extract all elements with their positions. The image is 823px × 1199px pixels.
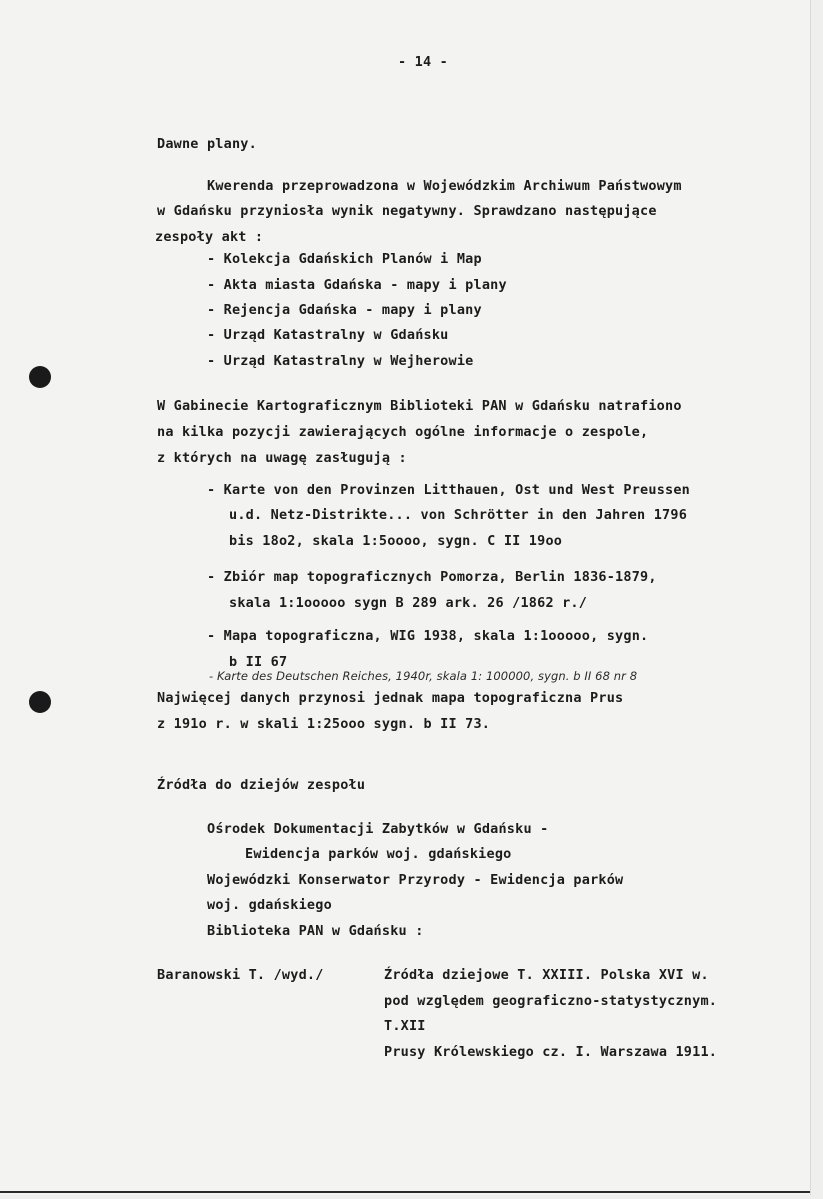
- list-item-continuation: skala 1:1ooooo sygn B 289 ark. 26 /1862 r./: [229, 595, 588, 611]
- bibliography-author: Baranowski T. /wyd./: [157, 967, 324, 983]
- page-bottom-edge: [0, 1191, 810, 1193]
- bibliography-line: pod względem geograficzno-statystycznym.: [384, 993, 718, 1009]
- heading-old-plans: Dawne plany.: [157, 136, 257, 152]
- paragraph-line: na kilka pozycji zawierających ogólne informacje o zespole,: [157, 424, 649, 440]
- list-item-continuation: bis 18o2, skala 1:5oooo, sygn. C II 19oo: [229, 533, 563, 549]
- source-line: Ewidencja parków woj. gdańskiego: [245, 846, 512, 862]
- handwritten-note: - Karte des Deutschen Reiches, 1940r, skala 1: 100000, sygn. b II 68 nr 8: [209, 669, 638, 683]
- list-item: - Urząd Katastralny w Wejherowie: [207, 353, 474, 369]
- paragraph-line: Kwerenda przeprowadzona w Wojewódzkim Archiwum Państwowym: [207, 178, 682, 194]
- bibliography-line: Źródła dziejowe T. XXIII. Polska XVI w.: [384, 967, 709, 983]
- list-item: - Urząd Katastralny w Gdańsku: [207, 327, 449, 343]
- source-line: woj. gdańskiego: [207, 897, 332, 913]
- source-line: Biblioteka PAN w Gdańsku :: [207, 923, 424, 939]
- paragraph-line: Najwięcej danych przynosi jednak mapa topograficzna Prus: [157, 690, 624, 706]
- list-item-continuation: b II 67: [229, 654, 288, 670]
- paragraph-line: W Gabinecie Kartograficznym Biblioteki PAN w Gdańsku natrafiono: [157, 398, 682, 414]
- paragraph-line: z których na uwagę zasługują :: [157, 450, 407, 466]
- list-item: - Akta miasta Gdańska - mapy i plany: [207, 277, 507, 293]
- list-item: - Zbiór map topograficznych Pomorza, Berlin 1836-1879,: [207, 569, 657, 585]
- page-number: - 14 -: [398, 54, 448, 70]
- list-item: - Kolekcja Gdańskich Planów i Map: [207, 251, 482, 267]
- source-line: Ośrodek Dokumentacji Zabytków w Gdańsku -: [207, 821, 549, 837]
- heading-sources: Źródła do dziejów zespołu: [157, 777, 366, 793]
- list-item-continuation: u.d. Netz-Distrikte... von Schrötter in den Jahren 1796: [229, 507, 688, 523]
- paragraph-line: zespoły akt :: [155, 229, 264, 245]
- punch-hole-bottom: [29, 691, 51, 713]
- paragraph-line: z 191o r. w skali 1:25ooo sygn. b II 73.: [157, 716, 491, 732]
- source-line: Wojewódzki Konserwator Przyrody - Ewidencja parków: [207, 872, 624, 888]
- punch-hole-top: [29, 366, 51, 388]
- list-item: - Mapa topograficzna, WIG 1938, skala 1:1ooooo, sygn.: [207, 628, 649, 644]
- bibliography-line: T.XII: [384, 1018, 426, 1034]
- list-item: - Rejencja Gdańska - mapy i plany: [207, 302, 482, 318]
- paragraph-line: w Gdańsku przyniosła wynik negatywny. Sprawdzano następujące: [157, 203, 657, 219]
- list-item: - Karte von den Provinzen Litthauen, Ost und West Preussen: [207, 482, 691, 498]
- bibliography-line: Prusy Królewskiego cz. I. Warszawa 1911.: [384, 1044, 718, 1060]
